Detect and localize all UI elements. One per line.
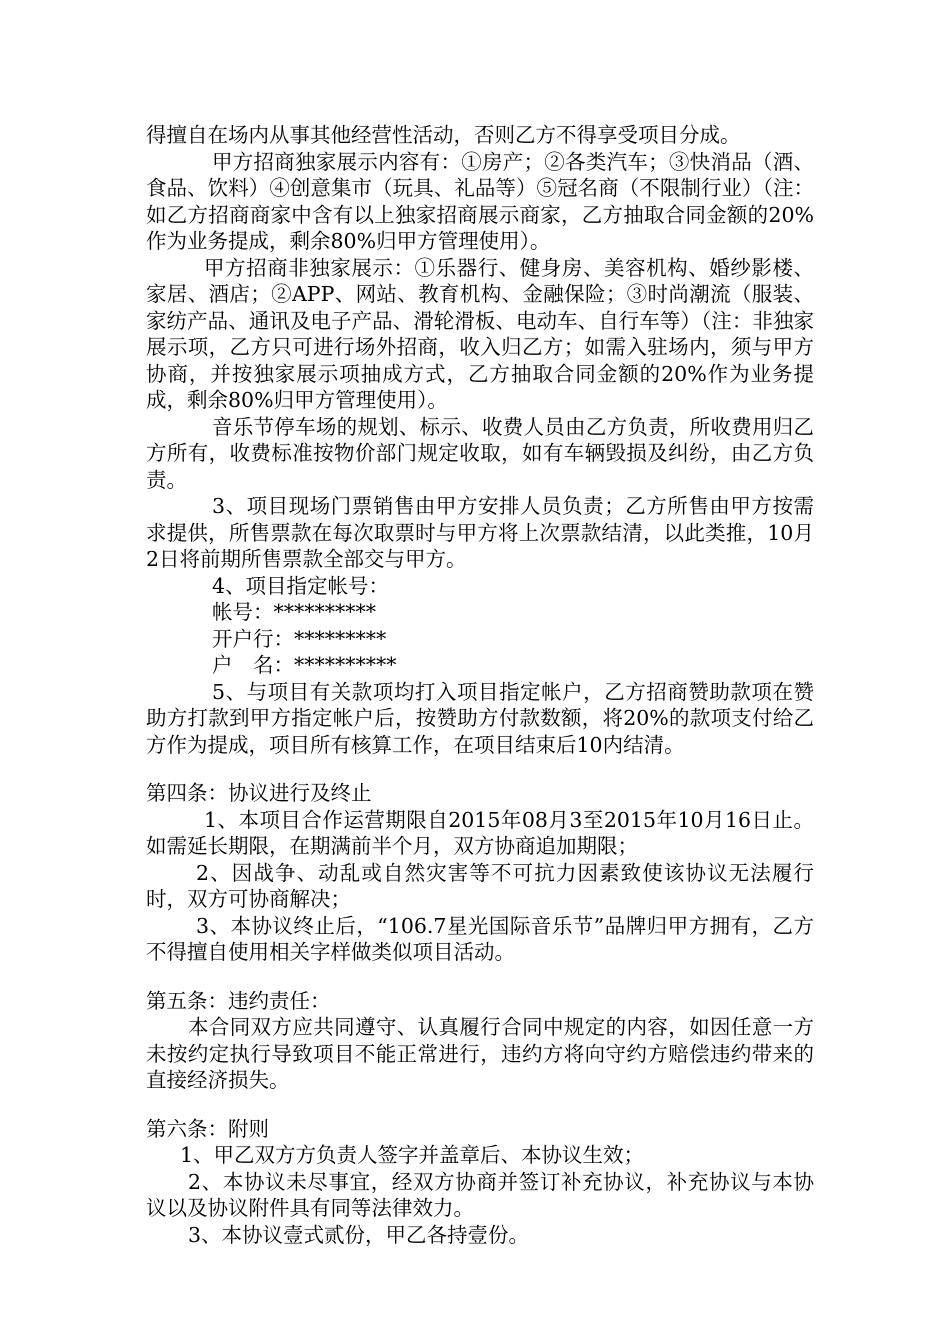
spacer — [146, 966, 814, 988]
account-holder-name: 户 名：********** — [212, 653, 397, 677]
paragraph-parking: 音乐节停车场的规划、标示、收费人员由乙方负责，所收费用归乙方所有，收费标准按物价部门规定收取，如有车辆毁损及纠纷，由乙方负责。 — [146, 414, 814, 492]
article6-item-2: 2、本协议未尽事宜，经双方协商并签订补充协议，补充协议与本协议以及协议附件具有同等法律效力。 — [146, 1169, 814, 1220]
spacer — [146, 758, 814, 780]
paragraph-account-heading: 4、项目指定帐号： — [212, 573, 390, 598]
article4-item-1: 1、本项目合作运营期限自2015年08月3至2015年10月16日止。如需延长期限，在期满前半个月，双方协商追加期限； — [146, 807, 814, 858]
article6-heading: 第六条：附则 — [146, 1116, 269, 1141]
article4-item-2: 2、因战争、动乱或自然灾害等不可抗力因素致使该协议无法履行时，双方可协商解决； — [146, 860, 814, 911]
paragraph-continuation: 得擅自在场内从事其他经营性活动，否则乙方不得享受项目分成。 — [146, 123, 741, 147]
article5-body: 本合同双方应共同遵守、认真履行合同中规定的内容，如因任意一方未按约定执行导致项目不能正常进行，违约方将向守约方赔偿违约带来的直接经济损失。 — [146, 1015, 814, 1092]
paragraph-non-exclusive-display: 甲方招商非独家展示：①乐器行、健身房、美容机构、婚纱影楼、家居、酒店；②APP、网站、教育机构、金融保险；③时尚潮流（服装、家纺产品、通讯及电子产品、滑轮滑板、电动车、自行车等）（注：非独家展示项，乙方只可进行场外招商，收入归乙方；如需入驻场内，须与甲方协商，并按独家展示项抽成方式，乙方抽取合同金额的20%作为业务提成，剩余80%归甲方管理使用）。 — [146, 255, 814, 412]
article6-item-1: 1、甲乙双方方负责人签字并盖章后、本协议生效； — [180, 1143, 645, 1167]
article4-item-3: 3、本协议终止后，“106.7星光国际音乐节”品牌归甲方拥有，乙方不得擅自使用相关字样做类似项目活动。 — [146, 913, 814, 964]
article4-heading: 第四条：协议进行及终止 — [146, 781, 372, 805]
account-bank: 开户行：********* — [212, 626, 387, 651]
article5-heading: 第五条：违约责任： — [146, 988, 331, 1013]
account-number: 帐号：********** — [212, 600, 376, 624]
paragraph-exclusive-display: 甲方招商独家展示内容有：①房产；②各类汽车；③快消品（酒、食品、饮料）④创意集市（玩具、礼品等）⑤冠名商（不限制行业）（注：如乙方招商商家中含有以上独家招商展示商家，乙方抽取合同金额的20%作为业务提成，剩余80%归甲方管理使用）。 — [146, 149, 814, 253]
article6-item-3: 3、本协议壹式贰份，甲乙各持壹份。 — [188, 1222, 530, 1247]
document-page — [146, 122, 814, 1248]
paragraph-payments: 5、与项目有关款项均打入项目指定帐户，乙方招商赞助款项在赞助方打款到甲方指定帐户后，按赞助方付款数额，将20%的款项支付给乙方作为提成，项目所有核算工作，在项目结束后10内结清。 — [146, 679, 814, 757]
spacer — [146, 1094, 814, 1116]
paragraph-ticket-sales: 3、项目现场门票销售由甲方安排人员负责；乙方所售由甲方按需求提供，所售票款在每次取票时与甲方将上次票款结清，以此类推，10月2日将前期所售票款全部交与甲方。 — [146, 494, 814, 571]
